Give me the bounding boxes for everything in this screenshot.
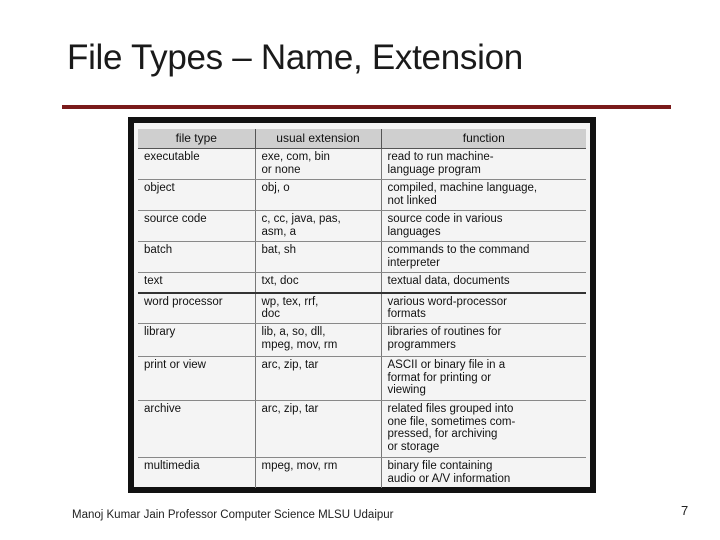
table-header-row — [138, 129, 586, 149]
table-row — [138, 149, 586, 180]
table-row — [138, 458, 586, 488]
page-number: 7 — [681, 503, 689, 518]
cell-file-type: word processor — [138, 293, 255, 324]
cell-function: ASCII or binary file in a format for printing or viewing — [381, 357, 586, 401]
cell-file-type: executable — [138, 149, 255, 180]
cell-extension: bat, sh — [255, 242, 381, 273]
file-types-table — [138, 129, 586, 488]
cell-function: textual data, documents — [381, 273, 586, 293]
cell-extension: arc, zip, tar — [255, 357, 381, 401]
cell-extension: c, cc, java, pas, asm, a — [255, 211, 381, 242]
cell-extension: mpeg, mov, rm — [255, 458, 381, 488]
table-row — [138, 180, 586, 211]
slide-title: File Types – Name, Extension — [67, 38, 523, 77]
title-underline — [62, 105, 671, 109]
cell-function: binary file containing audio or A/V information — [381, 458, 586, 488]
cell-file-type: print or view — [138, 357, 255, 401]
cell-extension: lib, a, so, dll, mpeg, mov, rm — [255, 324, 381, 357]
slide-footer: Manoj Kumar Jain Professor Computer Science MLSU Udaipur — [72, 509, 394, 521]
cell-file-type: object — [138, 180, 255, 211]
cell-function: compiled, machine language, not linked — [381, 180, 586, 211]
cell-file-type: text — [138, 273, 255, 293]
table-row — [138, 273, 586, 293]
cell-extension: txt, doc — [255, 273, 381, 293]
header-file-type: file type — [138, 129, 255, 149]
table-row — [138, 242, 586, 273]
table-row — [138, 211, 586, 242]
cell-file-type: multimedia — [144, 460, 200, 472]
cell-function: various word-processor formats — [381, 293, 586, 324]
header-usual-extension: usual extension — [255, 129, 381, 149]
cell-extension: exe, com, bin or none — [255, 149, 381, 180]
cell-function: related files grouped into one file, sometimes com- pressed, for archiving or storage — [381, 401, 586, 458]
table-row — [138, 401, 586, 458]
cell-file-type: source code — [138, 211, 255, 242]
cell-file-type: library — [138, 324, 255, 357]
cell-function: commands to the command interpreter — [381, 242, 586, 273]
cell-function: source code in various languages — [381, 211, 586, 242]
cell-file-type: batch — [138, 242, 255, 273]
table-row — [138, 357, 586, 401]
header-function: function — [381, 129, 586, 149]
cell-file-type: archive — [138, 401, 255, 458]
cell-function: libraries of routines for programmers — [381, 324, 586, 357]
cell-extension: obj, o — [255, 180, 381, 211]
file-types-table-panel — [134, 123, 590, 487]
table-row — [138, 324, 586, 357]
table-row — [138, 293, 586, 324]
cell-extension: wp, tex, rrf, doc — [255, 293, 381, 324]
cell-extension: arc, zip, tar — [255, 401, 381, 458]
file-types-table-frame — [128, 117, 596, 493]
cell-function: read to run machine- language program — [381, 149, 586, 180]
